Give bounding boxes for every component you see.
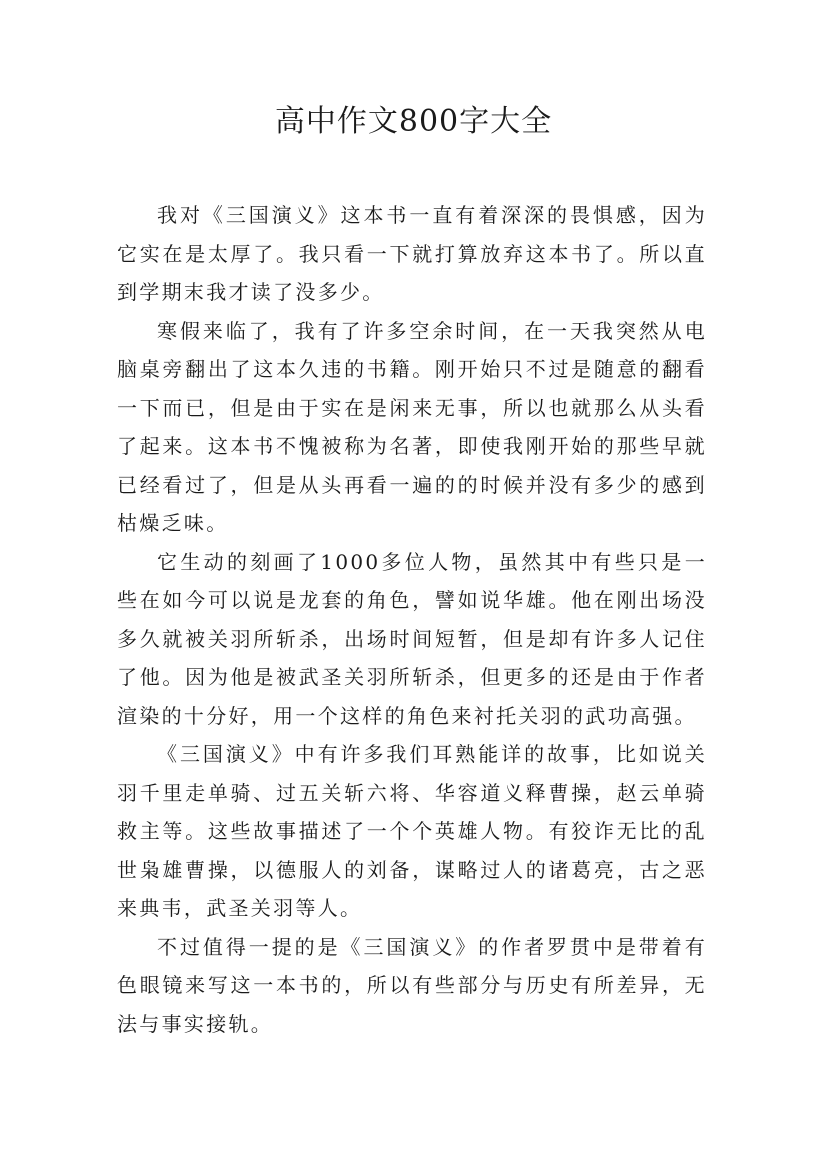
document-title: 高中作文800字大全: [274, 104, 553, 139]
paragraph-4: 《三国演义》中有许多我们耳熟能详的故事，比如说关羽千里走单骑、过五关斩六将、华容道义释曹操，赵云单骑救主等。这些故事描述了一个个英雄人物。有狡诈无比的乱世枭雄曹操，以德服人的刘备，谋略过人的诸葛亮，古之恶来典韦，武圣关羽等人。: [117, 742, 707, 920]
paragraph-1: 我对《三国演义》这本书一直有着深深的畏惧感，因为它实在是太厚了。我只看一下就打算放弃这本书了。所以直到学期末我才读了没多少。: [117, 203, 707, 304]
paragraph-2: 寒假来临了，我有了许多空余时间，在一天我突然从电脑桌旁翻出了这本久违的书籍。刚开始只不过是随意的翻看一下而已，但是由于实在是闲来无事，所以也就那么从头看了起来。这本书不愧被称为名著，即使我刚开始的那些早就已经看过了，但是从头再看一遍的的时候并没有多少的感到枯燥乏味。: [117, 318, 707, 535]
paragraph-3: 它生动的刻画了1000多位人物，虽然其中有些只是一些在如今可以说是龙套的角色，譬如说华雄。他在刚出场没多久就被关羽所斩杀，出场时间短暂，但是却有许多人记住了他。因为他是被武圣关羽所斩杀，但更多的还是由于作者渲染的十分好，用一个这样的角色来衬托关羽的武功高强。: [117, 549, 707, 728]
paragraph-5: 不过值得一提的是《三国演义》的作者罗贯中是带着有色眼镜来写这一本书的，所以有些部分与历史有所差异，无法与事实接轨。: [117, 934, 707, 1036]
document-body: [117, 196, 707, 1043]
